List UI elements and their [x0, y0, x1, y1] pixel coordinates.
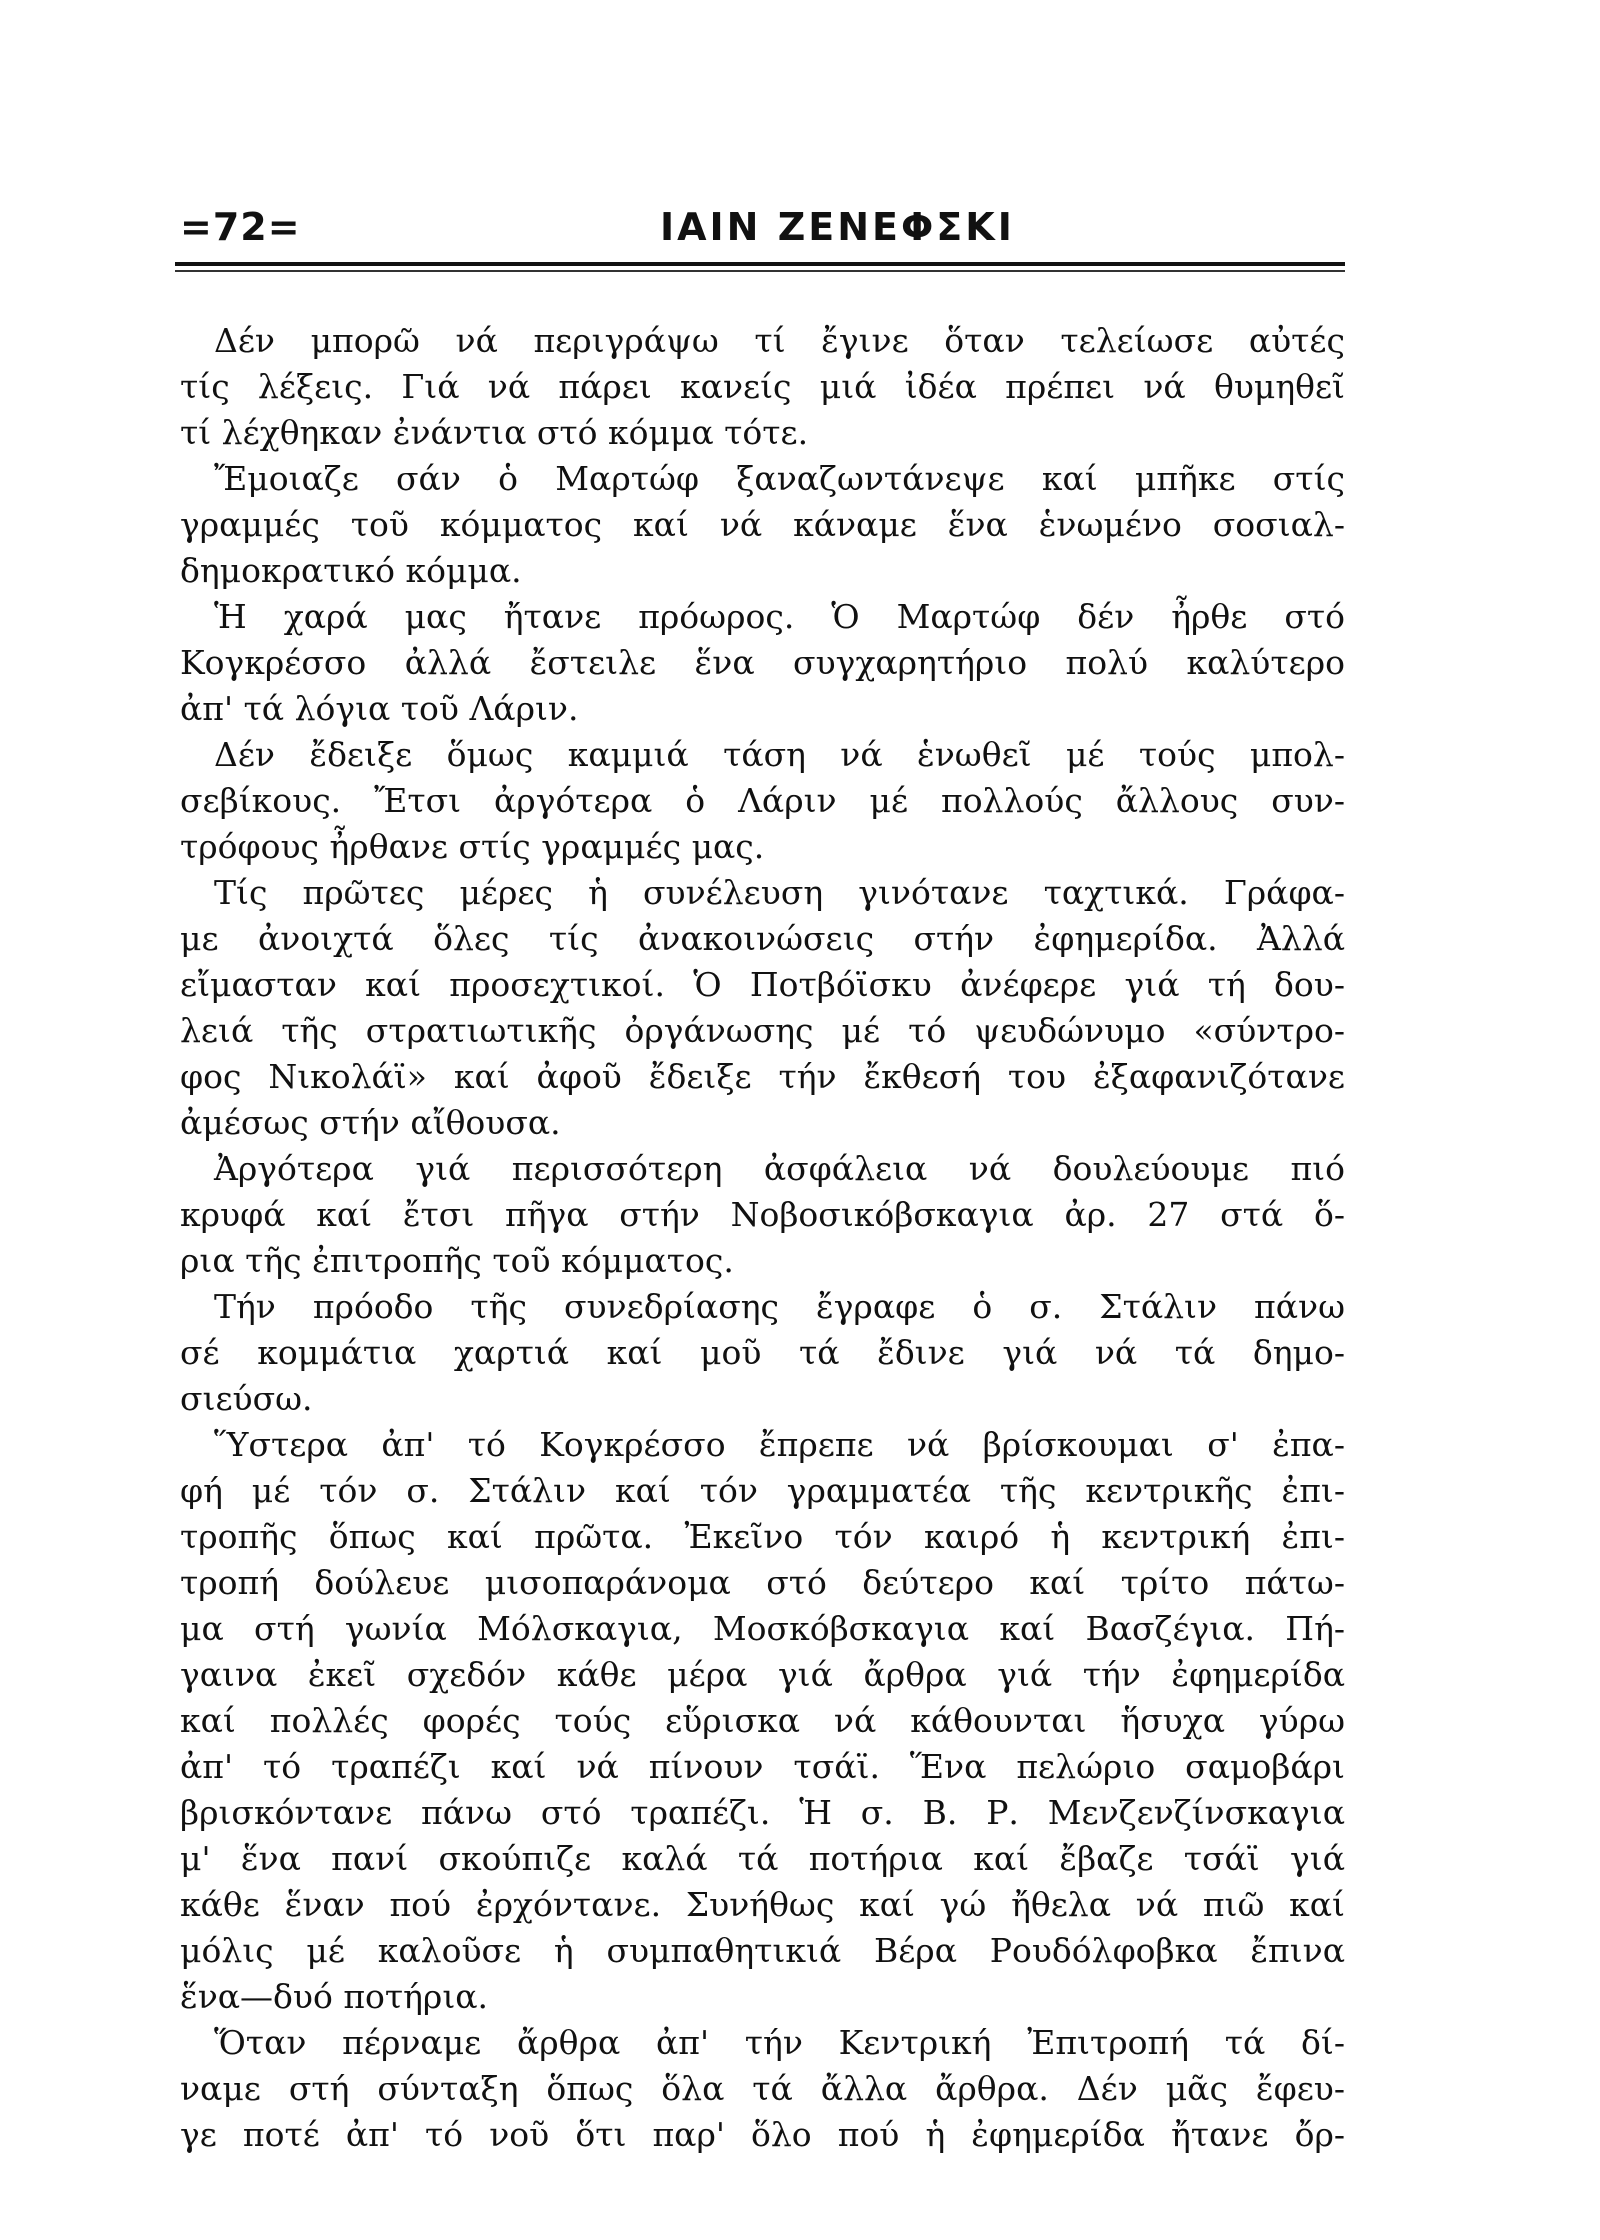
- text-line: μ' ἕνα πανί σκούπιζε καλά τά ποτήρια καί ἔβαζε τσάϊ γιά: [180, 1839, 1345, 1878]
- text-line: Ὅταν πέρναμε ἄρθρα ἀπ' τήν Κεντρική Ἐπιτροπή τά δί-: [214, 2023, 1345, 2062]
- text-line: τίς λέξεις. Γιά νά πάρει κανείς μιά ἰδέα πρέπει νά θυμηθεῖ: [180, 367, 1345, 406]
- text-line: Ἡ χαρά μας ἤτανε πρόωρος. Ὁ Μαρτώφ δέν ἦρθε στό: [214, 597, 1345, 636]
- header-rule: [175, 262, 1345, 266]
- text-line: τρόφους ἦρθανε στίς γραμμές μας.: [180, 827, 765, 866]
- text-line: σεβίκους. Ἔτσι ἀργότερα ὁ Λάριν μέ πολλούς ἄλλους συν-: [180, 781, 1345, 820]
- text-line: Κογκρέσσο ἀλλά ἔστειλε ἕνα συγχαρητήριο πολύ καλύτερο: [180, 643, 1345, 682]
- text-line: κάθε ἕναν πού ἐρχόντανε. Συνήθως καί γώ ἤθελα νά πιῶ καί: [180, 1885, 1345, 1924]
- text-line: ναμε στή σύνταξη ὅπως ὅλα τά ἄλλα ἄρθρα. Δέν μᾶς ἔφευ-: [180, 2069, 1345, 2108]
- text-line: μα στή γωνία Μόλσκαγια, Μοσκόβσκαγια καί Βασζέγια. Πή-: [180, 1609, 1345, 1648]
- text-line: Ὕστερα ἀπ' τό Κογκρέσσο ἔπρεπε νά βρίσκουμαι σ' ἐπα-: [214, 1425, 1345, 1464]
- text-line: Ἀργότερα γιά περισσότερη ἀσφάλεια νά δουλεύουμε πιό: [214, 1149, 1345, 1188]
- text-line: δημοκρατικό κόμμα.: [180, 551, 522, 590]
- header-rule-thin: [175, 270, 1345, 272]
- text-line: τροπή δούλευε μισοπαράνομα στό δεύτερο καί τρίτο πάτω-: [180, 1563, 1345, 1602]
- body-text: [180, 318, 1345, 2158]
- running-title: ΙΑΙΝ ΖΕΝΕΦΣΚΙ: [660, 205, 1015, 249]
- text-line: ἀμέσως στήν αἴθουσα.: [180, 1103, 561, 1142]
- text-line: εἴμασταν καί προσεχτικοί. Ὁ Ποτβόϊσκυ ἀνέφερε γιά τή δου-: [180, 965, 1345, 1004]
- text-line: γε ποτέ ἀπ' τό νοῦ ὅτι παρ' ὅλο πού ἡ ἐφημερίδα ἤτανε ὄρ-: [180, 2115, 1345, 2154]
- text-line: κρυφά καί ἔτσι πῆγα στήν Νοβοσικόβσκαγια ἀρ. 27 στά ὅ-: [180, 1195, 1345, 1234]
- text-line: τροπῆς ὅπως καί πρῶτα. Ἐκεῖνο τόν καιρό ἡ κεντρική ἐπι-: [180, 1517, 1345, 1556]
- text-line: βρισκόντανε πάνω στό τραπέζι. Ἡ σ. Β. Ρ. Μενζενζίνσκαγια: [180, 1793, 1345, 1832]
- text-line: φος Νικολάϊ» καί ἀφοῦ ἔδειξε τήν ἔκθεσή του ἐξαφανιζότανε: [180, 1057, 1345, 1096]
- text-line: Δέν μπορῶ νά περιγράψω τί ἔγινε ὅταν τελείωσε αὐτές: [214, 321, 1345, 360]
- text-line: ἀπ' τό τραπέζι καί νά πίνουν τσάϊ. Ἕνα πελώριο σαμοβάρι: [180, 1747, 1345, 1786]
- text-line: λειά τῆς στρατιωτικῆς ὀργάνωσης μέ τό ψευδώνυμο «σύντρο-: [180, 1011, 1345, 1050]
- text-line: γαινα ἐκεῖ σχεδόν κάθε μέρα γιά ἄρθρα γιά τήν ἐφημερίδα: [180, 1655, 1345, 1694]
- text-line: Δέν ἔδειξε ὅμως καμμιά τάση νά ἑνωθεῖ μέ τούς μπολ-: [214, 735, 1345, 774]
- text-line: Ἔμοιαζε σάν ὁ Μαρτώφ ξαναζωντάνεψε καί μπῆκε στίς: [214, 459, 1345, 498]
- text-line: γραμμές τοῦ κόμματος καί νά κάναμε ἕνα ἑνωμένο σοσιαλ-: [180, 505, 1345, 544]
- text-line: τί λέχθηκαν ἐνάντια στό κόμμα τότε.: [180, 413, 809, 452]
- text-line: φή μέ τόν σ. Στάλιν καί τόν γραμματέα τῆς κεντρικῆς ἐπι-: [180, 1471, 1345, 1510]
- text-line: σιεύσω.: [180, 1379, 313, 1418]
- text-line: Τήν πρόοδο τῆς συνεδρίασης ἔγραφε ὁ σ. Στάλιν πάνω: [214, 1287, 1345, 1326]
- text-line: καί πολλές φορές τούς εὕρισκα νά κάθουνται ἥσυχα γύρω: [180, 1701, 1345, 1740]
- text-line: ρια τῆς ἐπιτροπῆς τοῦ κόμματος.: [180, 1241, 734, 1280]
- text-line: με ἀνοιχτά ὅλες τίς ἀνακοινώσεις στήν ἐφημερίδα. Ἀλλά: [180, 919, 1345, 958]
- text-line: ἀπ' τά λόγια τοῦ Λάριν.: [180, 689, 579, 728]
- text-line: ἕνα—δυό ποτήρια.: [180, 1977, 489, 2016]
- page-header: [180, 205, 1345, 255]
- text-line: σέ κομμάτια χαρτιά καί μοῦ τά ἔδινε γιά νά τά δημο-: [180, 1333, 1345, 1372]
- page-number: =72=: [180, 205, 301, 249]
- text-line: μόλις μέ καλοῦσε ἡ συμπαθητικιά Βέρα Ρουδόλφοβκα ἔπινα: [180, 1931, 1345, 1970]
- text-line: Τίς πρῶτες μέρες ἡ συνέλευση γινότανε ταχτικά. Γράφα-: [214, 873, 1345, 912]
